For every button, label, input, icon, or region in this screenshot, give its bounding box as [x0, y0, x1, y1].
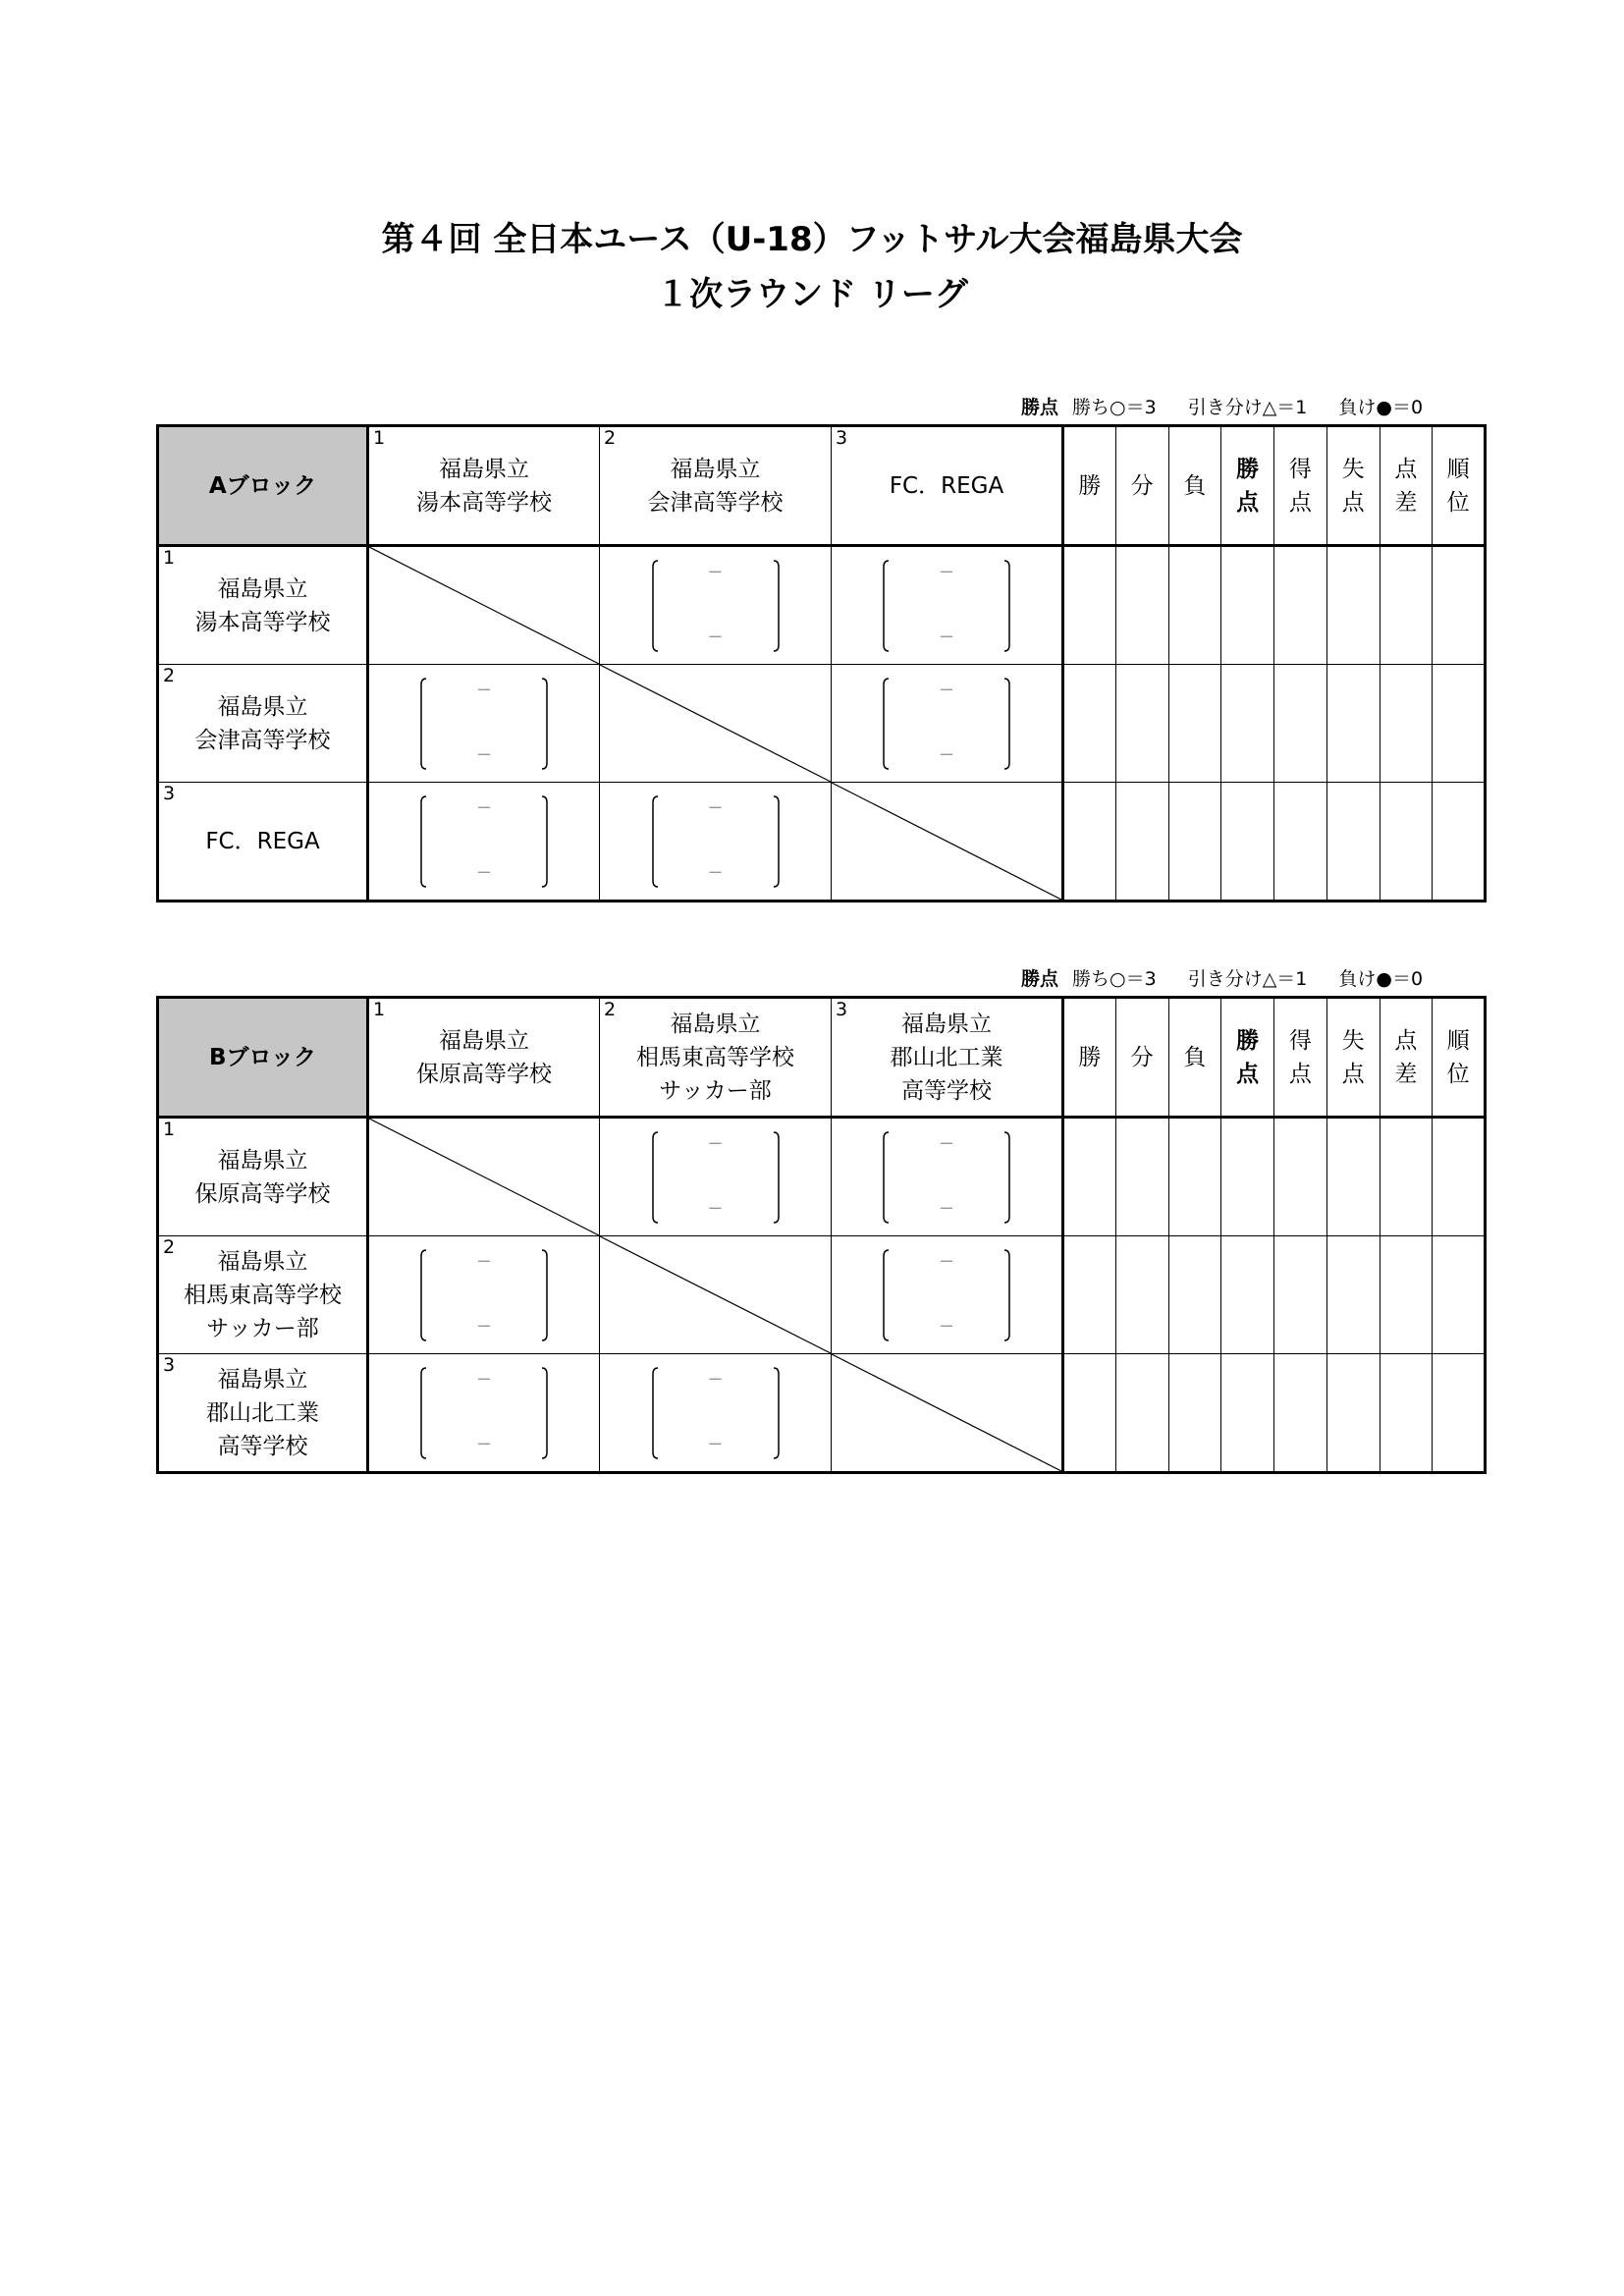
score-dash-top: － — [475, 1251, 492, 1271]
text-line: 会津高等学校 — [194, 727, 331, 753]
league-table-b — [156, 996, 1487, 1474]
text-line: 福島県立 — [901, 1011, 992, 1037]
team-number: 3 — [163, 783, 176, 804]
match-cell[interactable] — [600, 1354, 832, 1473]
stat-cell[interactable] — [1326, 783, 1380, 902]
text-line: 福島県立 — [217, 1366, 308, 1393]
score-dash-top: － — [938, 1251, 954, 1271]
text-line: 福島県立 — [439, 1027, 529, 1054]
match-cell[interactable] — [600, 546, 832, 665]
diagonal-line — [600, 1236, 831, 1353]
text-line: 相馬東高等学校 — [184, 1282, 342, 1308]
score-entry[interactable] — [883, 677, 1010, 771]
text-line: 点 — [1236, 1061, 1260, 1087]
stat-cell[interactable] — [1274, 665, 1327, 783]
stat-header — [1433, 998, 1486, 1118]
stat-cell[interactable] — [1221, 1354, 1274, 1473]
text-line: 高等学校 — [901, 1077, 992, 1104]
text-line: 失 — [1341, 456, 1365, 482]
text-line: 湯本高等学校 — [416, 489, 552, 516]
text-line: 高等学校 — [217, 1433, 308, 1459]
score-dash-bottom: － — [475, 744, 492, 764]
stat-cell[interactable] — [1326, 546, 1380, 665]
legend-label: 勝点 — [1021, 968, 1059, 990]
stat-header — [1221, 998, 1274, 1118]
team-number: 3 — [836, 999, 848, 1020]
score-dash-top: － — [707, 562, 724, 581]
text-line: 負 — [1183, 472, 1207, 499]
text-line: 福島県立 — [439, 456, 529, 482]
text-line: 郡山北工業 — [206, 1399, 319, 1426]
stat-header — [1274, 998, 1327, 1118]
stat-cell[interactable] — [1433, 1236, 1486, 1354]
text-line: サッカー部 — [659, 1077, 772, 1104]
text-line: 得 — [1288, 456, 1312, 482]
stat-cell[interactable] — [1274, 1118, 1327, 1236]
stat-cell[interactable] — [1433, 1354, 1486, 1473]
text-line: 失 — [1341, 1027, 1365, 1054]
score-dash-top: － — [475, 680, 492, 699]
team-number: 1 — [163, 1119, 176, 1140]
diagonal-line — [832, 1354, 1061, 1471]
stat-cell[interactable] — [1274, 546, 1327, 665]
text-line: 差 — [1394, 1061, 1418, 1087]
team-number: 1 — [373, 999, 386, 1020]
stat-cell[interactable] — [1380, 783, 1433, 902]
match-cell[interactable] — [832, 546, 1063, 665]
stat-cell[interactable] — [1221, 546, 1274, 665]
row-team-label — [158, 1236, 368, 1354]
row-team-label — [158, 1118, 368, 1236]
score-dash-top: － — [475, 1369, 492, 1389]
team-row — [158, 783, 1486, 902]
row-team-label — [158, 546, 368, 665]
stat-cell[interactable] — [1115, 1354, 1168, 1473]
diagonal-line — [369, 1119, 599, 1235]
text-line: 分 — [1130, 1044, 1154, 1070]
stat-header — [1063, 998, 1116, 1118]
score-entry[interactable] — [883, 559, 1010, 653]
score-dash-bottom: － — [707, 627, 724, 646]
match-cell[interactable] — [368, 783, 600, 902]
diagonal-cell — [600, 665, 832, 783]
diagonal-cell — [832, 1354, 1063, 1473]
score-dash-bottom: － — [707, 1198, 724, 1218]
text-line: 勝 — [1078, 472, 1102, 499]
stat-cell[interactable] — [1326, 665, 1380, 783]
column-team-header — [368, 998, 600, 1118]
legend-draw: 引き分け△＝1 — [1187, 968, 1308, 990]
stat-cell[interactable] — [1433, 783, 1486, 902]
diagonal-line — [600, 665, 831, 782]
score-entry[interactable] — [652, 794, 780, 889]
stat-cell[interactable] — [1380, 1236, 1433, 1354]
score-dash-top: － — [707, 1133, 724, 1153]
stat-header — [1326, 998, 1380, 1118]
header-row — [158, 426, 1486, 546]
text-line: 負 — [1183, 1044, 1207, 1070]
text-line: 勝 — [1236, 456, 1260, 482]
block-name: Bブロック — [158, 998, 368, 1118]
text-line: 福島県立 — [670, 456, 761, 482]
stat-cell[interactable] — [1221, 1118, 1274, 1236]
text-line: 点 — [1288, 1061, 1312, 1087]
stat-cell[interactable] — [1168, 1236, 1221, 1354]
stat-cell[interactable] — [1168, 546, 1221, 665]
stat-cell[interactable] — [1433, 665, 1486, 783]
legend-loss: 負け●＝0 — [1338, 968, 1424, 990]
score-dash-top: － — [938, 562, 954, 581]
stat-cell[interactable] — [1063, 1354, 1116, 1473]
team-number: 1 — [163, 547, 176, 569]
stat-cell[interactable] — [1380, 1354, 1433, 1473]
stat-cell[interactable] — [1433, 1118, 1486, 1236]
stat-header — [1221, 426, 1274, 546]
score-dash-top: － — [707, 797, 724, 817]
stat-cell[interactable] — [1221, 1236, 1274, 1354]
text-line: 福島県立 — [217, 1147, 308, 1174]
stat-cell[interactable] — [1063, 1118, 1116, 1236]
team-row — [158, 1118, 1486, 1236]
text-line: 順 — [1446, 456, 1470, 482]
score-entry[interactable] — [420, 677, 548, 771]
diagonal-cell — [368, 546, 600, 665]
row-team-label — [158, 1354, 368, 1473]
match-cell[interactable] — [600, 783, 832, 902]
match-cell[interactable] — [832, 1118, 1063, 1236]
page-subtitle: １次ラウンド リーグ — [656, 275, 968, 314]
team-row — [158, 1354, 1486, 1473]
header-row — [158, 998, 1486, 1118]
stat-cell[interactable] — [1380, 1118, 1433, 1236]
match-cell[interactable] — [832, 665, 1063, 783]
stat-cell[interactable] — [1168, 1118, 1221, 1236]
stat-cell[interactable] — [1168, 783, 1221, 902]
stat-header — [1326, 426, 1380, 546]
score-dash-bottom: － — [938, 627, 954, 646]
text-line: 勝 — [1078, 1044, 1102, 1070]
legend-loss: 負け●＝0 — [1338, 397, 1424, 418]
stat-cell[interactable] — [1380, 546, 1433, 665]
text-line: 保原高等学校 — [194, 1180, 331, 1207]
stat-cell[interactable] — [1063, 1236, 1116, 1354]
stat-cell[interactable] — [1221, 783, 1274, 902]
column-team-header — [832, 998, 1063, 1118]
stat-header — [1063, 426, 1116, 546]
score-entry[interactable] — [883, 1248, 1010, 1342]
score-dash-bottom: － — [475, 1316, 492, 1336]
text-line: 勝 — [1236, 1027, 1260, 1054]
team-number: 2 — [604, 999, 617, 1020]
text-line: FC．REGA — [889, 472, 1004, 499]
team-number: 3 — [836, 427, 848, 449]
page-title: 第４回 全日本ユース（U-18）フットサル大会福島県大会 — [381, 220, 1243, 259]
text-line: 保原高等学校 — [416, 1061, 552, 1087]
score-dash-bottom: － — [938, 744, 954, 764]
stat-cell[interactable] — [1115, 783, 1168, 902]
score-entry[interactable] — [420, 794, 548, 889]
legend-label: 勝点 — [1021, 397, 1059, 418]
match-cell[interactable] — [600, 1118, 832, 1236]
stat-cell[interactable] — [1274, 1354, 1327, 1473]
text-line: 福島県立 — [217, 1248, 308, 1275]
row-team-label — [158, 783, 368, 902]
text-line: 郡山北工業 — [890, 1044, 1003, 1070]
text-line: 福島県立 — [670, 1011, 761, 1037]
text-line: 点 — [1394, 1027, 1418, 1054]
stat-cell[interactable] — [1326, 1354, 1380, 1473]
score-entry[interactable] — [420, 1248, 548, 1342]
stat-header — [1115, 998, 1168, 1118]
score-dash-top: － — [938, 1133, 954, 1153]
text-line: サッカー部 — [206, 1315, 319, 1341]
team-number: 2 — [163, 1236, 176, 1258]
score-dash-bottom: － — [475, 862, 492, 882]
score-entry[interactable] — [652, 559, 780, 653]
stat-header — [1274, 426, 1327, 546]
score-entry[interactable] — [883, 1130, 1010, 1225]
text-line: 順 — [1446, 1027, 1470, 1054]
team-number: 3 — [163, 1354, 176, 1376]
stat-header — [1380, 426, 1433, 546]
text-line: 点 — [1288, 489, 1312, 516]
text-line: 点 — [1394, 456, 1418, 482]
text-line: 得 — [1288, 1027, 1312, 1054]
text-line: FC．REGA — [205, 828, 320, 854]
stat-header — [1433, 426, 1486, 546]
text-line: 位 — [1446, 489, 1470, 516]
score-dash-bottom: － — [938, 1316, 954, 1336]
team-number: 2 — [604, 427, 617, 449]
score-entry[interactable] — [652, 1366, 780, 1460]
text-line: 福島県立 — [217, 575, 308, 602]
text-line: 相馬東高等学校 — [636, 1044, 794, 1070]
score-entry[interactable] — [652, 1130, 780, 1225]
stat-cell[interactable] — [1168, 1354, 1221, 1473]
stat-cell[interactable] — [1433, 546, 1486, 665]
points-legend — [1021, 393, 1423, 419]
diagonal-cell — [368, 1118, 600, 1236]
team-number: 2 — [163, 665, 176, 686]
stat-cell[interactable] — [1380, 665, 1433, 783]
score-dash-top: － — [938, 680, 954, 699]
stat-cell[interactable] — [1221, 665, 1274, 783]
text-line: 点 — [1341, 489, 1365, 516]
score-dash-top: － — [475, 797, 492, 817]
diagonal-cell — [832, 783, 1063, 902]
match-cell[interactable] — [832, 1236, 1063, 1354]
row-team-label — [158, 665, 368, 783]
text-line: 会津高等学校 — [647, 489, 784, 516]
stat-cell[interactable] — [1274, 1236, 1327, 1354]
team-row — [158, 1236, 1486, 1354]
score-dash-bottom: － — [707, 1434, 724, 1453]
stat-cell[interactable] — [1274, 783, 1327, 902]
text-line: 湯本高等学校 — [194, 609, 331, 635]
stat-cell[interactable] — [1168, 665, 1221, 783]
team-row — [158, 546, 1486, 665]
legend-win: 勝ち○＝3 — [1072, 397, 1157, 418]
team-row — [158, 665, 1486, 783]
stat-cell[interactable] — [1115, 1118, 1168, 1236]
text-line: 差 — [1394, 489, 1418, 516]
text-line: 分 — [1130, 472, 1154, 499]
stat-cell[interactable] — [1063, 783, 1116, 902]
points-legend — [1021, 964, 1423, 991]
stat-header — [1115, 426, 1168, 546]
match-cell[interactable] — [368, 1236, 600, 1354]
diagonal-line — [369, 547, 599, 664]
team-number: 1 — [373, 427, 386, 449]
text-line: 位 — [1446, 1061, 1470, 1087]
league-table-a — [156, 424, 1487, 902]
score-dash-bottom: － — [475, 1434, 492, 1453]
score-dash-bottom: － — [938, 1198, 954, 1218]
stat-cell[interactable] — [1326, 1236, 1380, 1354]
column-team-header — [600, 426, 832, 546]
stat-header — [1168, 998, 1221, 1118]
score-dash-bottom: － — [707, 862, 724, 882]
text-line: 点 — [1341, 1061, 1365, 1087]
diagonal-line — [832, 783, 1061, 900]
stat-cell[interactable] — [1115, 665, 1168, 783]
text-line: 点 — [1236, 489, 1260, 516]
stat-cell[interactable] — [1115, 1236, 1168, 1354]
stat-cell[interactable] — [1115, 546, 1168, 665]
stat-header — [1380, 998, 1433, 1118]
stat-header — [1168, 426, 1221, 546]
stat-cell[interactable] — [1063, 665, 1116, 783]
legend-win: 勝ち○＝3 — [1072, 968, 1157, 990]
text-line: 福島県立 — [217, 693, 308, 720]
legend-draw: 引き分け△＝1 — [1187, 397, 1308, 418]
block-name: Aブロック — [158, 426, 368, 546]
diagonal-cell — [600, 1236, 832, 1354]
match-cell[interactable] — [368, 1354, 600, 1473]
stat-cell[interactable] — [1063, 546, 1116, 665]
score-entry[interactable] — [420, 1366, 548, 1460]
column-team-header — [832, 426, 1063, 546]
match-cell[interactable] — [368, 665, 600, 783]
column-team-header — [600, 998, 832, 1118]
column-team-header — [368, 426, 600, 546]
stat-cell[interactable] — [1326, 1118, 1380, 1236]
score-dash-top: － — [707, 1369, 724, 1389]
